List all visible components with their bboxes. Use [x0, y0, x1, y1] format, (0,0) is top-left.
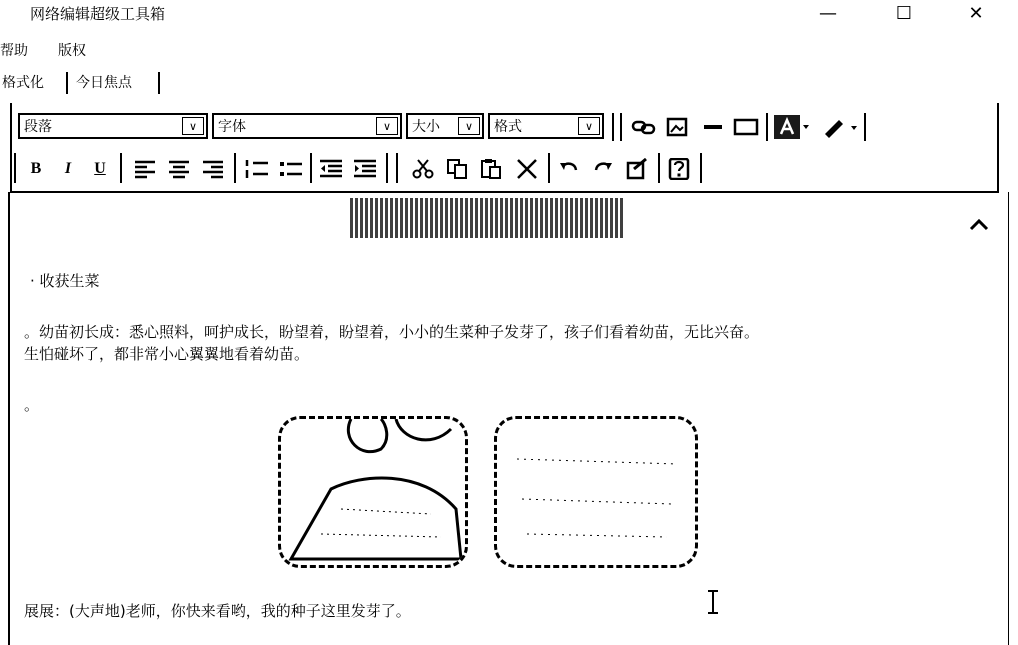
indent-icon [352, 158, 378, 180]
chevron-down-icon[interactable]: ∨ [578, 117, 600, 135]
tab-today-focus[interactable]: 今日焦点 [76, 75, 132, 91]
paste-button[interactable] [476, 156, 506, 182]
paragraph-select[interactable] [18, 113, 208, 139]
size-select[interactable] [406, 113, 484, 139]
box-icon [732, 116, 760, 138]
scissors-icon [411, 158, 435, 180]
align-left-icon [133, 159, 157, 179]
align-center-icon [167, 159, 191, 179]
chevron-down-icon[interactable]: ∨ [458, 117, 480, 135]
align-left-button[interactable] [130, 156, 160, 182]
paragraph-select-value: 段落 [24, 119, 52, 135]
edit-check-button[interactable] [622, 156, 652, 182]
format-select-value: 格式 [494, 119, 522, 135]
tab-divider [158, 72, 160, 94]
ordered-list-icon [244, 158, 270, 180]
chevron-down-icon[interactable]: ∨ [376, 117, 398, 135]
menu-copyright[interactable]: 版权 [58, 43, 86, 59]
toolbar-separator [396, 153, 398, 183]
seedling-photo-1 [278, 416, 468, 568]
redo-icon [591, 158, 615, 180]
collapse-icon[interactable] [966, 214, 992, 240]
align-right-button[interactable] [198, 156, 228, 182]
help-icon [667, 158, 691, 180]
toolbar-separator [310, 153, 312, 183]
horizontal-rule-button[interactable] [700, 114, 726, 140]
seedling-photo-2 [494, 416, 698, 568]
delete-button[interactable] [512, 156, 542, 182]
bullet-list-icon [278, 158, 304, 180]
insert-image-button[interactable] [662, 114, 692, 140]
tab-format[interactable]: 格式化 [2, 75, 44, 91]
bullet-heading: · 收获生菜 [30, 272, 100, 290]
font-select[interactable] [212, 113, 402, 139]
format-select[interactable] [488, 113, 604, 139]
ordered-list-button[interactable] [242, 156, 272, 182]
title-banner-image [350, 198, 625, 238]
italic-button[interactable]: I [64, 160, 72, 177]
tab-divider [66, 72, 68, 94]
toolbar-separator [620, 113, 622, 141]
ibeam-icon [706, 590, 720, 614]
undo-button[interactable] [554, 156, 584, 182]
paragraph-line-1: 。幼苗初长成：悉心照料，呵护成长，盼望着，盼望着，小小的生菜种子发芽了，孩子们看着幼苗，无比兴奋。 [24, 323, 760, 341]
delete-x-icon [515, 158, 539, 180]
pen-icon [819, 116, 861, 138]
link-button[interactable] [628, 114, 660, 140]
outdent-button[interactable] [316, 156, 346, 182]
toolbar-separator [658, 153, 660, 183]
font-select-value: 字体 [218, 119, 246, 135]
toolbar-separator [234, 153, 236, 183]
chevron-up-icon [968, 217, 990, 233]
paragraph-line-2: 生怕碰坏了，都非常小心翼翼地看着幼苗。 [24, 345, 310, 363]
seedling-photo-1-drawing [281, 419, 465, 565]
minimize-button[interactable]: — [819, 2, 837, 24]
link-icon [631, 116, 657, 138]
window-title: 网络编辑超级工具箱 [30, 5, 166, 23]
toolbar-separator [700, 153, 702, 183]
toolbar-separator [14, 153, 16, 183]
align-center-button[interactable] [164, 156, 194, 182]
font-color-icon [773, 115, 811, 139]
chevron-down-icon[interactable]: ∨ [182, 117, 204, 135]
bold-button[interactable]: B [30, 160, 42, 177]
empty-bullet: 。 [24, 396, 40, 414]
outdent-icon [318, 158, 344, 180]
font-color-button[interactable] [772, 114, 812, 140]
bullet-list-button[interactable] [276, 156, 306, 182]
title-bar [0, 0, 1018, 28]
caption-text: 展展：(大声地)老师，你快来看哟，我的种子这里发芽了。 [24, 602, 411, 620]
toolbar-separator [766, 113, 768, 141]
menu-help[interactable]: 帮助 [0, 43, 28, 59]
image-icon [665, 116, 689, 138]
toolbar-separator [120, 153, 122, 183]
undo-icon [557, 158, 581, 180]
table-button[interactable] [730, 114, 762, 140]
toolbar-separator [612, 113, 614, 141]
toolbar-separator [386, 153, 388, 183]
align-right-icon [201, 159, 225, 179]
maximize-button[interactable]: ☐ [895, 2, 913, 24]
redo-button[interactable] [588, 156, 618, 182]
toolbar-separator [548, 153, 550, 183]
close-button[interactable]: ✕ [968, 2, 984, 24]
paste-icon [479, 158, 503, 180]
toolbar-separator [864, 113, 866, 141]
cut-button[interactable] [408, 156, 438, 182]
size-select-value: 大小 [412, 119, 440, 135]
copy-icon [445, 158, 469, 180]
checkbox-edit-icon [625, 158, 649, 180]
help-button[interactable] [664, 156, 694, 182]
underline-button[interactable]: U [94, 160, 106, 177]
highlight-button[interactable] [818, 114, 862, 140]
horizontal-rule-icon [702, 116, 724, 138]
indent-button[interactable] [350, 156, 380, 182]
text-cursor-icon [706, 590, 720, 619]
copy-button[interactable] [442, 156, 472, 182]
seedling-photo-2-drawing [497, 419, 695, 565]
